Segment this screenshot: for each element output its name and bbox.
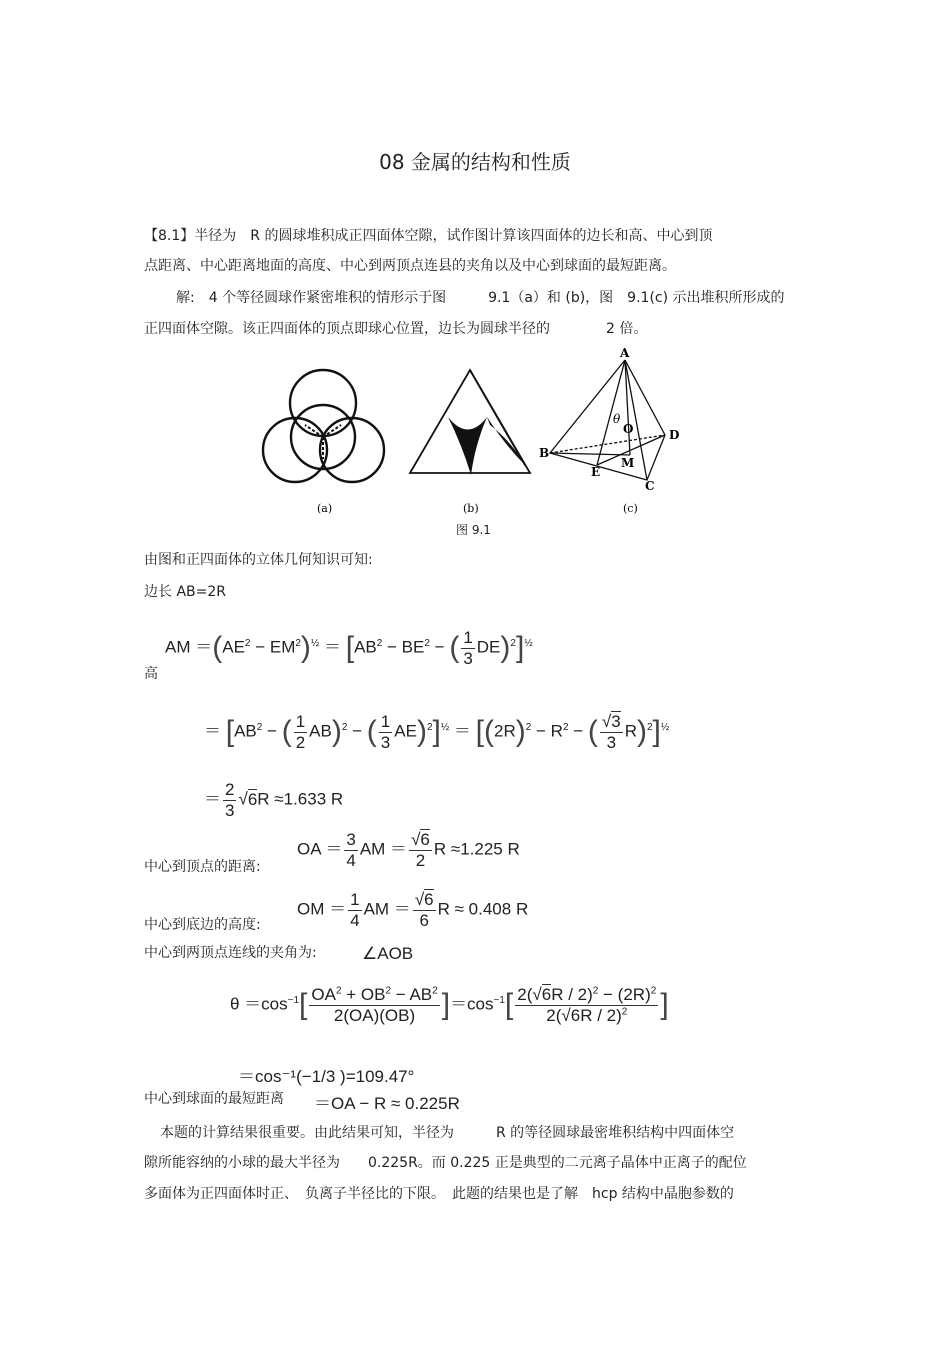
formula-theta: $\theta =\cos^{-1}$[ $\frac{OA^2 + OB^2 - AB^2}{2(OA)(OB)}$ ]$=\cos^{-1}$[ $\frac{2(√6R / 2)^2 - (2R)^2}{2(√6R / 2)^2}$ ] xyxy=(230,985,669,1025)
am-symbol: AM xyxy=(165,637,191,657)
oa-label: 中心到顶点的距离: xyxy=(144,859,261,875)
solution-line-1: 解: 4 个等径圆球作紧密堆积的情形示于图 9.1（a）和 (b)，图 9.1(c) 示出堆积所形成的 xyxy=(176,290,785,306)
angle-value: ∠AOB xyxy=(362,944,414,963)
formula-oa: OA ＝ $\frac{3}{4}$ AM ＝ $\frac{√6}{2}$ R ≈1.225 R xyxy=(297,830,520,870)
label-b: B xyxy=(539,446,550,460)
sub-label-b: (b) xyxy=(463,502,479,515)
label-a: A xyxy=(620,346,630,360)
label-o: O xyxy=(623,422,634,436)
para-line-1: 本题的计算结果很重要。由此结果可知，半径为 R 的等径圆球最密堆积结构中四面体空 xyxy=(160,1125,735,1141)
formula-am-2: ＝ [$AB^2$ − ( $\frac{1}{2}$ AB)$^2$ − ( $\frac{1}{3}$ $AE)^2]^{\frac{1}{2}} = [(2R)^2 - R^2$ − ( $\frac{√3}{3}$ R)$^2$]$^{\frac{1}{2}}$ xyxy=(204,712,670,752)
page-title: 08 金属的结构和性质 xyxy=(379,150,571,174)
problem-line-1: 【8.1】半径为 R 的圆球堆积成正四面体空隙，试作图计算该四面体的边长和高、中心到顶 xyxy=(144,228,713,244)
figure-b-void xyxy=(448,417,487,475)
formula-am-1: AM $=(AE^2 - EM^2)^{\frac{1}{2}} = [AB^2 - BE^2$ − ( $\frac{1}{3}$ DE)$^2$]$^{\frac{1}{2}}$ xyxy=(165,628,533,668)
edge-length: 边长 AB=2R xyxy=(144,584,226,600)
om-result: R ≈ 0.408 R xyxy=(437,899,529,919)
formula-am-3: ＝ $\frac{2}{3}$ √6R ≈1.633 R xyxy=(204,780,344,820)
om-label: 中心到底边的高度: xyxy=(144,917,261,933)
label-c: C xyxy=(645,479,655,493)
figure-c-tetrahedron xyxy=(550,360,665,480)
height-label: 高 xyxy=(144,666,158,682)
figure-caption: 图 9.1 xyxy=(456,523,491,537)
known-text: 由图和正四面体的立体几何知识可知: xyxy=(144,552,373,568)
shortest-label: 中心到球面的最短距离 xyxy=(144,1091,284,1107)
sub-label-a: (a) xyxy=(317,502,333,515)
shortest-value: ＝OA − R ≈ 0.225R xyxy=(314,1094,460,1113)
solution-line-2: 正四面体空隙。该正四面体的顶点即球心位置，边长为圆球半径的 2 倍。 xyxy=(144,321,648,337)
label-theta: θ xyxy=(613,412,621,426)
label-e: E xyxy=(591,465,601,479)
problem-line-2: 点距离、中心距离地面的高度、中心到两顶点连县的夹角以及中心到球面的最短距离。 xyxy=(144,258,676,274)
label-d: D xyxy=(669,428,680,442)
theta-result: ＝cos⁻¹(−1/3 )=109.47° xyxy=(238,1067,415,1086)
label-m: M xyxy=(621,456,635,470)
para-line-2: 隙所能容纳的小球的最大半径为 0.225R。而 0.225 正是典型的二元离子晶体中正离子的配位 xyxy=(144,1155,747,1171)
oa-result: R ≈1.225 R xyxy=(433,839,520,859)
figure-a-circles xyxy=(263,370,384,482)
angle-label: 中心到两顶点连线的夹角为: xyxy=(144,945,317,961)
sub-label-c: (c) xyxy=(623,502,638,515)
formula-om: OM ＝ $\frac{1}{4}$ AM ＝ $\frac{√6}{6}$ R ≈ 0.408 R xyxy=(297,890,529,930)
para-line-3: 多面体为正四面体时正、 负离子半径比的下限。 此题的结果也是了解 hcp 结构中晶胞参数的 xyxy=(144,1186,734,1202)
height-result: ≈1.633 R xyxy=(274,789,344,809)
figure-9-1 xyxy=(255,345,705,525)
